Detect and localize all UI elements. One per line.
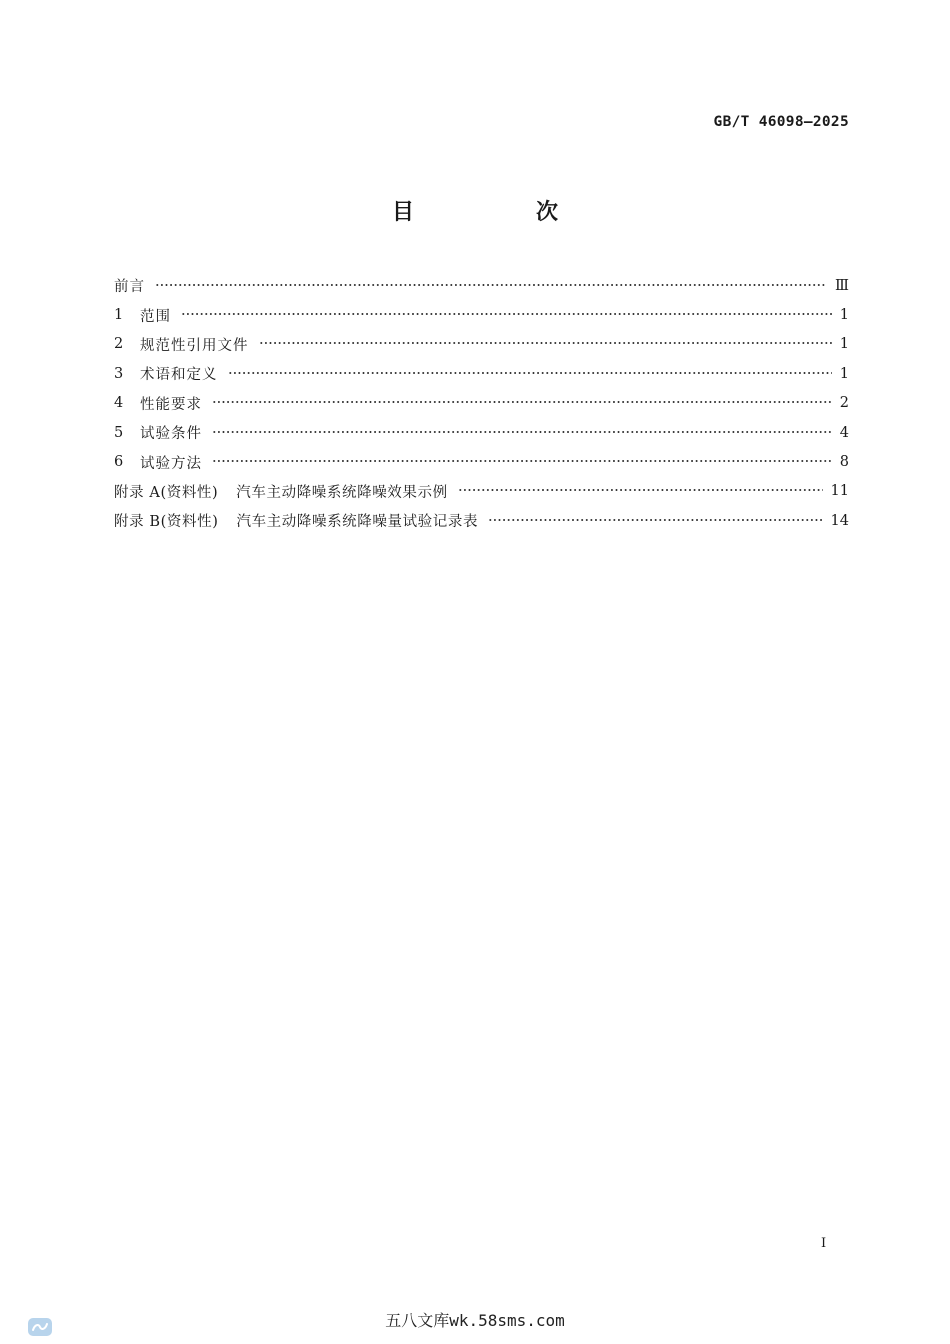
table-of-contents	[114, 271, 849, 536]
toc-appendix-label: 附录 B(资料性)	[114, 514, 219, 531]
toc-item-page: 1	[839, 307, 849, 324]
toc-leader-dots	[228, 366, 832, 380]
toc-item-page: 1	[839, 336, 849, 353]
toc-item-scope[interactable]	[114, 300, 849, 329]
toc-item-number: 2	[114, 336, 124, 353]
watermark-link[interactable]: 五八文库wk.58sms.com	[385, 1311, 565, 1330]
toc-item-foreword[interactable]	[114, 271, 849, 300]
toc-item-number: 5	[114, 424, 124, 441]
toc-item-label: 术语和定义	[140, 367, 218, 384]
toc-leader-dots	[212, 395, 832, 409]
toc-item-performance-requirements[interactable]	[114, 389, 849, 418]
toc-item-page: 8	[839, 454, 849, 471]
toc-leader-dots	[212, 454, 832, 468]
toc-leader-dots	[458, 483, 823, 497]
page-title: 目 次	[391, 200, 608, 225]
toc-item-test-conditions[interactable]	[114, 418, 849, 447]
page-number: I	[821, 1236, 827, 1251]
toc-leader-dots	[181, 307, 832, 321]
toc-item-label: 试验条件	[140, 426, 202, 443]
toc-item-page: 11	[830, 483, 849, 500]
toc-item-page: 14	[830, 512, 849, 529]
toc-item-page: 1	[839, 365, 849, 382]
toc-appendix-title: 汽车主动降噪系统降噪量试验记录表	[236, 514, 479, 531]
toc-item-label: 范围	[140, 308, 171, 325]
toc-leader-dots	[488, 513, 822, 527]
toc-appendix-title: 汽车主动降噪系统降噪效果示例	[236, 484, 448, 501]
toc-item-number: 4	[114, 395, 124, 412]
toc-item-label: 性能要求	[140, 396, 202, 413]
toc-item-label: 规范性引用文件	[140, 337, 249, 354]
toc-appendix-label: 附录 A(资料性)	[114, 484, 219, 501]
toc-item-appendix-b[interactable]	[114, 506, 849, 535]
toc-item-page: 2	[839, 395, 849, 412]
toc-leader-dots	[155, 278, 827, 292]
toc-leader-dots	[259, 336, 832, 350]
toc-item-test-methods[interactable]	[114, 447, 849, 476]
toc-item-label: 前言	[114, 279, 145, 296]
toc-item-page: 4	[839, 424, 849, 441]
standard-code: GB/T 46098—2025	[713, 114, 849, 130]
toc-item-number: 1	[114, 307, 124, 324]
toc-item-page: Ⅲ	[835, 277, 849, 294]
toc-item-number: 3	[114, 365, 124, 382]
toc-item-terms-definitions[interactable]	[114, 359, 849, 388]
toc-item-normative-references[interactable]	[114, 330, 849, 359]
toc-item-label: 试验方法	[140, 455, 202, 472]
toc-item-number: 6	[114, 454, 124, 471]
toc-leader-dots	[212, 425, 832, 439]
toc-item-appendix-a[interactable]	[114, 477, 849, 506]
